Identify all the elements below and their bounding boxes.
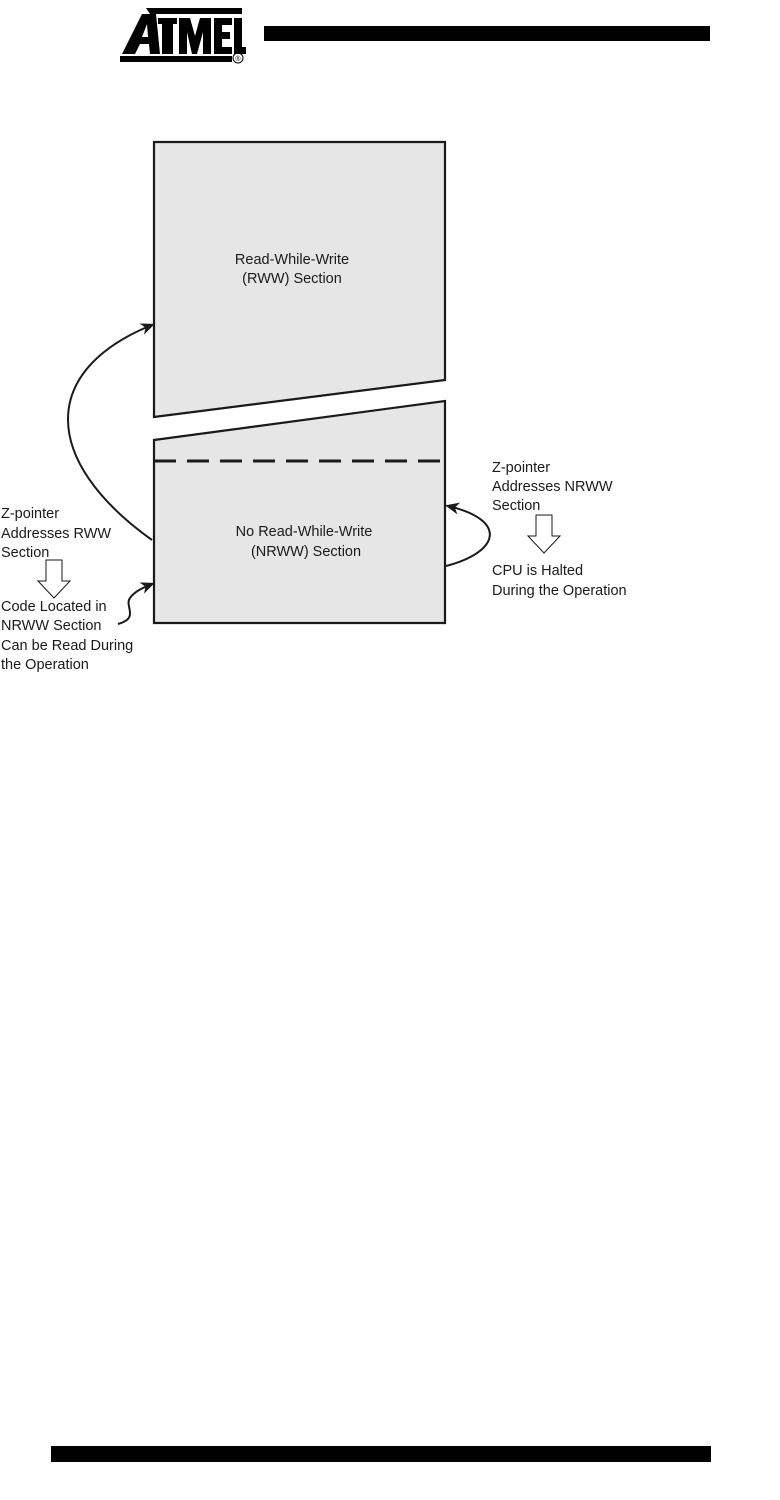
- right-loop-arrow: [446, 506, 490, 566]
- left-result-line3: Can be Read During: [1, 638, 134, 654]
- right-condition-line2: Addresses NRWW: [492, 479, 613, 495]
- left-condition-line1: Z-pointer: [1, 506, 60, 522]
- left-condition-line2: Addresses RWW: [1, 526, 112, 542]
- left-result-line4: the Operation: [1, 657, 89, 673]
- left-wave-arrow: [118, 584, 152, 624]
- footer-rule: [51, 1446, 711, 1462]
- left-condition-line3: Section: [1, 545, 50, 561]
- left-hollow-down-arrow: [38, 560, 70, 598]
- right-condition-line3: Section: [492, 498, 541, 514]
- right-result-line1: CPU is Halted: [492, 563, 584, 579]
- logo-text: ATMEL: [120, 6, 124, 7]
- nrww-section-block: [154, 401, 445, 623]
- right-result-line2: During the Operation: [492, 583, 627, 599]
- right-condition-line1: Z-pointer: [492, 460, 551, 476]
- left-result-line1: Code Located in: [1, 599, 107, 615]
- rww-label-line2: (RWW) Section: [242, 271, 342, 287]
- left-result-line2: NRWW Section: [1, 618, 102, 634]
- right-hollow-down-arrow: [528, 515, 560, 553]
- nrww-label-line1: No Read-While-Write: [235, 524, 373, 540]
- registered-mark: ®: [235, 56, 241, 63]
- rww-nrww-diagram: [0, 0, 780, 720]
- left-arc-arrow: [68, 325, 152, 540]
- nrww-label-line2: (NRWW) Section: [250, 544, 362, 560]
- rww-label-line1: Read-While-Write: [234, 252, 350, 268]
